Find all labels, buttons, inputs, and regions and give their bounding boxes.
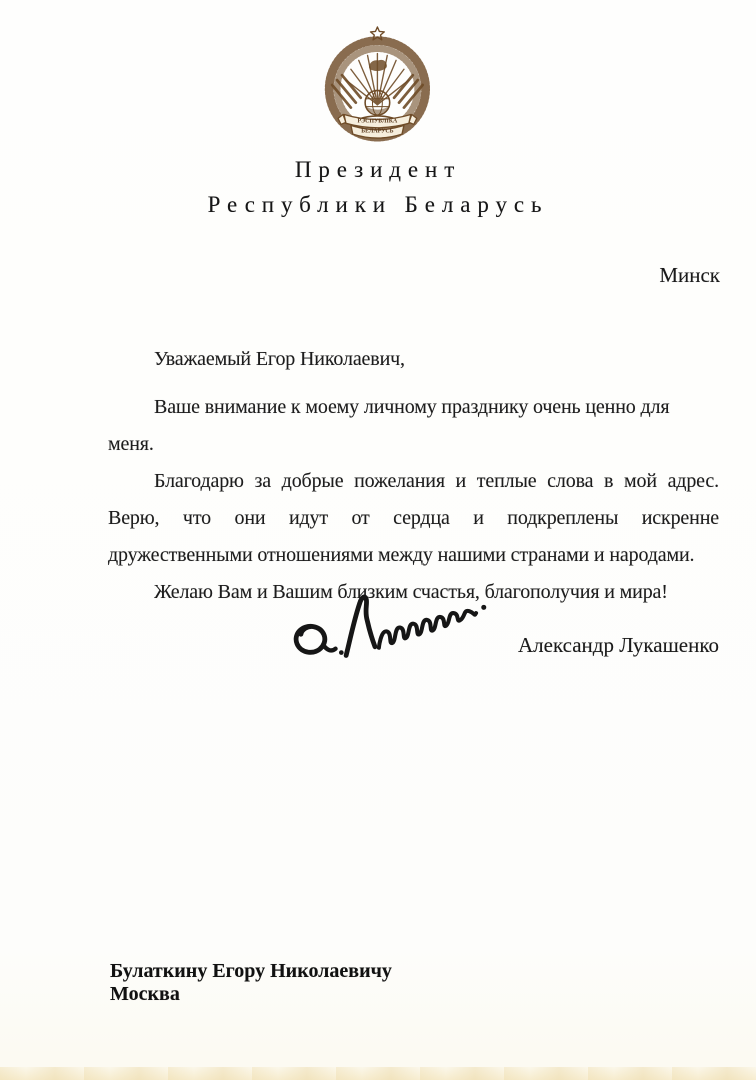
addressee-city: Москва — [110, 983, 180, 1005]
letterhead-title-line2: Республики Беларусь — [207, 192, 549, 217]
scan-artifact-band — [0, 1067, 756, 1080]
handwritten-signature-icon — [284, 590, 492, 667]
city-label: Минск — [659, 263, 720, 287]
coat-of-arms-belarus-icon — [318, 24, 436, 144]
salutation: Уважаемый Егор Николаевич, — [154, 348, 405, 370]
paragraph: Благодарю за добрые пожелания и теплые слова в мой адрес. Верю, что они идут от сердца и подкреплены искренне дружественными отношениями между нашими странами и народами. — [108, 470, 719, 566]
letterhead-title-line1: Президент — [294, 157, 462, 182]
signature-block — [108, 586, 719, 670]
addressee-name: Булаткину Егору Николаевичу — [110, 960, 392, 982]
letterhead-title — [0, 152, 756, 222]
emblem-ribbon-text-2: БЕЛАРУСЬ — [361, 128, 394, 135]
paragraph: Желаю Вам и Вашим близким счастья, благополучия и мира! — [154, 581, 668, 603]
addressee-block — [110, 960, 392, 1006]
signatory-name: Александр Лукашенко — [517, 633, 719, 657]
paragraph: Ваше внимание к моему личному празднику очень ценно для меня. — [108, 396, 670, 455]
emblem-ribbon-text-1: РЭСПУБЛІКА — [357, 118, 398, 125]
letter-body — [108, 341, 719, 611]
